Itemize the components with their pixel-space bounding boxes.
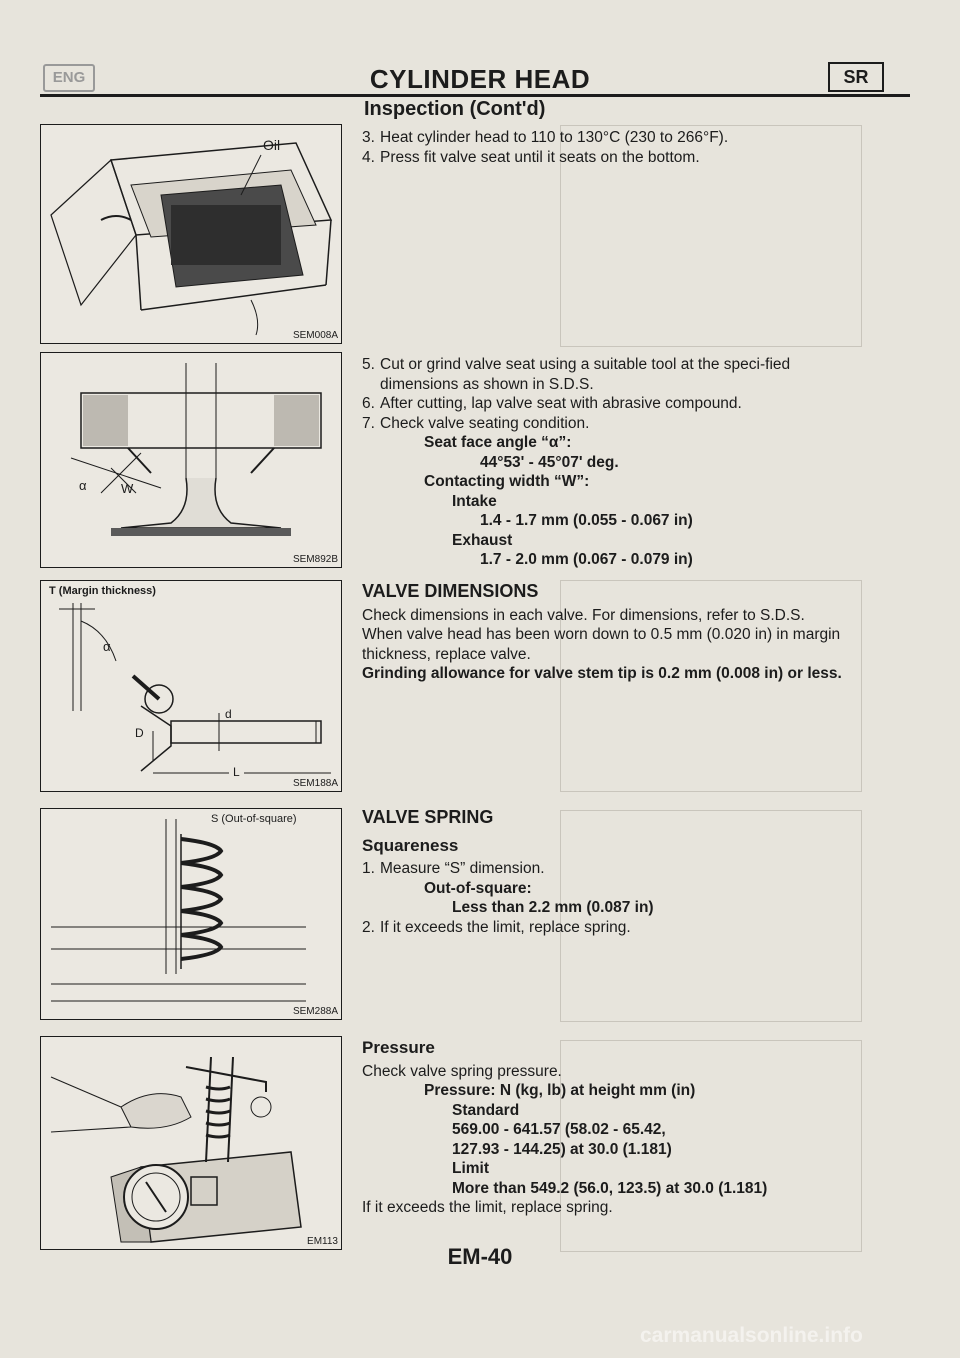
paragraph: Check valve spring pressure. [362, 1062, 562, 1080]
intake-label: Intake [452, 492, 497, 510]
valve-spring-section [362, 808, 862, 937]
subsection-heading: Squareness [362, 835, 459, 855]
paragraph: When valve head has been worn down to 0.5 mm (0.020 in) in margin thickness, replace valve. [362, 626, 841, 663]
exhaust-value: 1.7 - 2.0 mm (0.067 - 0.079 in) [480, 551, 693, 568]
step-number: 1. [362, 860, 375, 877]
step-number: 5. [362, 356, 375, 373]
subsection-heading: Pressure [362, 1038, 435, 1057]
valve-dimensions-section [362, 582, 862, 684]
step-number: 6. [362, 395, 375, 412]
figure-valve-dimensions [40, 580, 342, 792]
paragraph: Check dimensions in each valve. For dimensions, refer to S.D.S. [362, 606, 805, 624]
pressure-tester-illustration [41, 1037, 341, 1249]
step-text: Cut or grind valve seat using a suitable tool at the speci-fied dimensions as shown in S.D.S. [380, 356, 791, 393]
step-text: Press fit valve seat until it seats on the bottom. [380, 148, 700, 166]
step-number: 3. [362, 129, 375, 146]
step-text: Heat cylinder head to 110 to 130°C (230 to 266°F). [380, 129, 729, 146]
page-number: EM-40 [447, 1244, 513, 1269]
step-number: 7. [362, 414, 375, 432]
seat-cutting-steps [362, 355, 862, 570]
figure-oil-heating [40, 124, 342, 344]
section-heading: VALVE DIMENSIONS [362, 581, 539, 601]
figure-id: SEM188A [292, 778, 338, 789]
engine-badge: SR [828, 62, 884, 92]
standard-value-line2: 127.93 - 144.25) at 30.0 (1.181) [452, 1140, 672, 1158]
watermark: carmanualsonline.info [640, 1324, 863, 1347]
spring-pressure-section [362, 1030, 862, 1218]
figure-id: SEM892B [292, 554, 338, 565]
alpha-label: α [103, 639, 111, 654]
figure-id: SEM008A [292, 330, 338, 341]
width-label: W [121, 481, 134, 496]
figure-id: EM113 [307, 1236, 338, 1247]
length-label: L [229, 765, 244, 779]
figure-spring-squareness [40, 808, 342, 1020]
margin-thickness-label: T (Margin thickness) [49, 585, 156, 597]
step-item [362, 394, 862, 414]
seat-face-angle-label: Seat face angle “α”: [424, 434, 572, 451]
heating-steps [362, 128, 862, 167]
figure-id: SEM288A [292, 1006, 338, 1017]
step-item [362, 414, 862, 434]
step-text: If it exceeds the limit, replace spring. [380, 918, 631, 936]
page-title: CYLINDER HEAD [369, 64, 591, 94]
stem-diameter-label: d [225, 707, 232, 721]
paragraph: If it exceeds the limit, replace spring. [362, 1199, 613, 1216]
oil-label: Oil [263, 137, 281, 153]
step-number: 4. [362, 148, 375, 166]
step-item [362, 859, 862, 879]
limit-label: Limit [452, 1160, 490, 1177]
section-subtitle: Inspection (Cont'd) [364, 98, 546, 120]
section-badge-left: ENG [43, 64, 95, 92]
alpha-label: α [79, 478, 87, 493]
valve-seat-illustration [41, 353, 341, 567]
out-of-square-spec-value: Less than 2.2 mm (0.087 in) [452, 899, 654, 916]
step-item [362, 918, 862, 938]
valve-dimension-illustration [41, 581, 341, 791]
step-item [362, 128, 862, 148]
standard-label: Standard [452, 1101, 520, 1119]
head-diameter-label: D [135, 726, 144, 740]
step-text: Measure “S” dimension. [380, 860, 545, 877]
header-rule [40, 94, 910, 97]
step-item [362, 355, 862, 394]
section-heading: VALVE SPRING [362, 807, 494, 827]
out-of-square-spec-label: Out-of-square: [424, 879, 532, 897]
contacting-width-label: Contacting width “W”: [424, 473, 590, 490]
step-item [362, 148, 862, 168]
figure-spring-pressure-tester [40, 1036, 342, 1250]
out-of-square-label: S (Out-of-square) [211, 813, 297, 825]
step-text: After cutting, lap valve seat with abrasive compound. [380, 395, 742, 412]
step-number: 2. [362, 918, 375, 936]
exhaust-label: Exhaust [452, 531, 513, 549]
oil-tank-illustration [41, 125, 341, 343]
figure-valve-seat-angle [40, 352, 342, 568]
standard-value-line1: 569.00 - 641.57 (58.02 - 65.42, [452, 1121, 666, 1138]
limit-value: More than 549.2 (56.0, 123.5) at 30.0 (1.181) [452, 1179, 768, 1197]
paragraph-bold: Grinding allowance for valve stem tip is 0.2 mm (0.008 in) or less. [362, 665, 842, 682]
spring-illustration [41, 809, 341, 1019]
pressure-spec-label: Pressure: N (kg, lb) at height mm (in) [424, 1082, 696, 1099]
intake-value: 1.4 - 1.7 mm (0.055 - 0.067 in) [480, 512, 693, 529]
step-text: Check valve seating condition. [380, 414, 590, 432]
seat-face-angle-value: 44°53' - 45°07' deg. [480, 453, 619, 471]
